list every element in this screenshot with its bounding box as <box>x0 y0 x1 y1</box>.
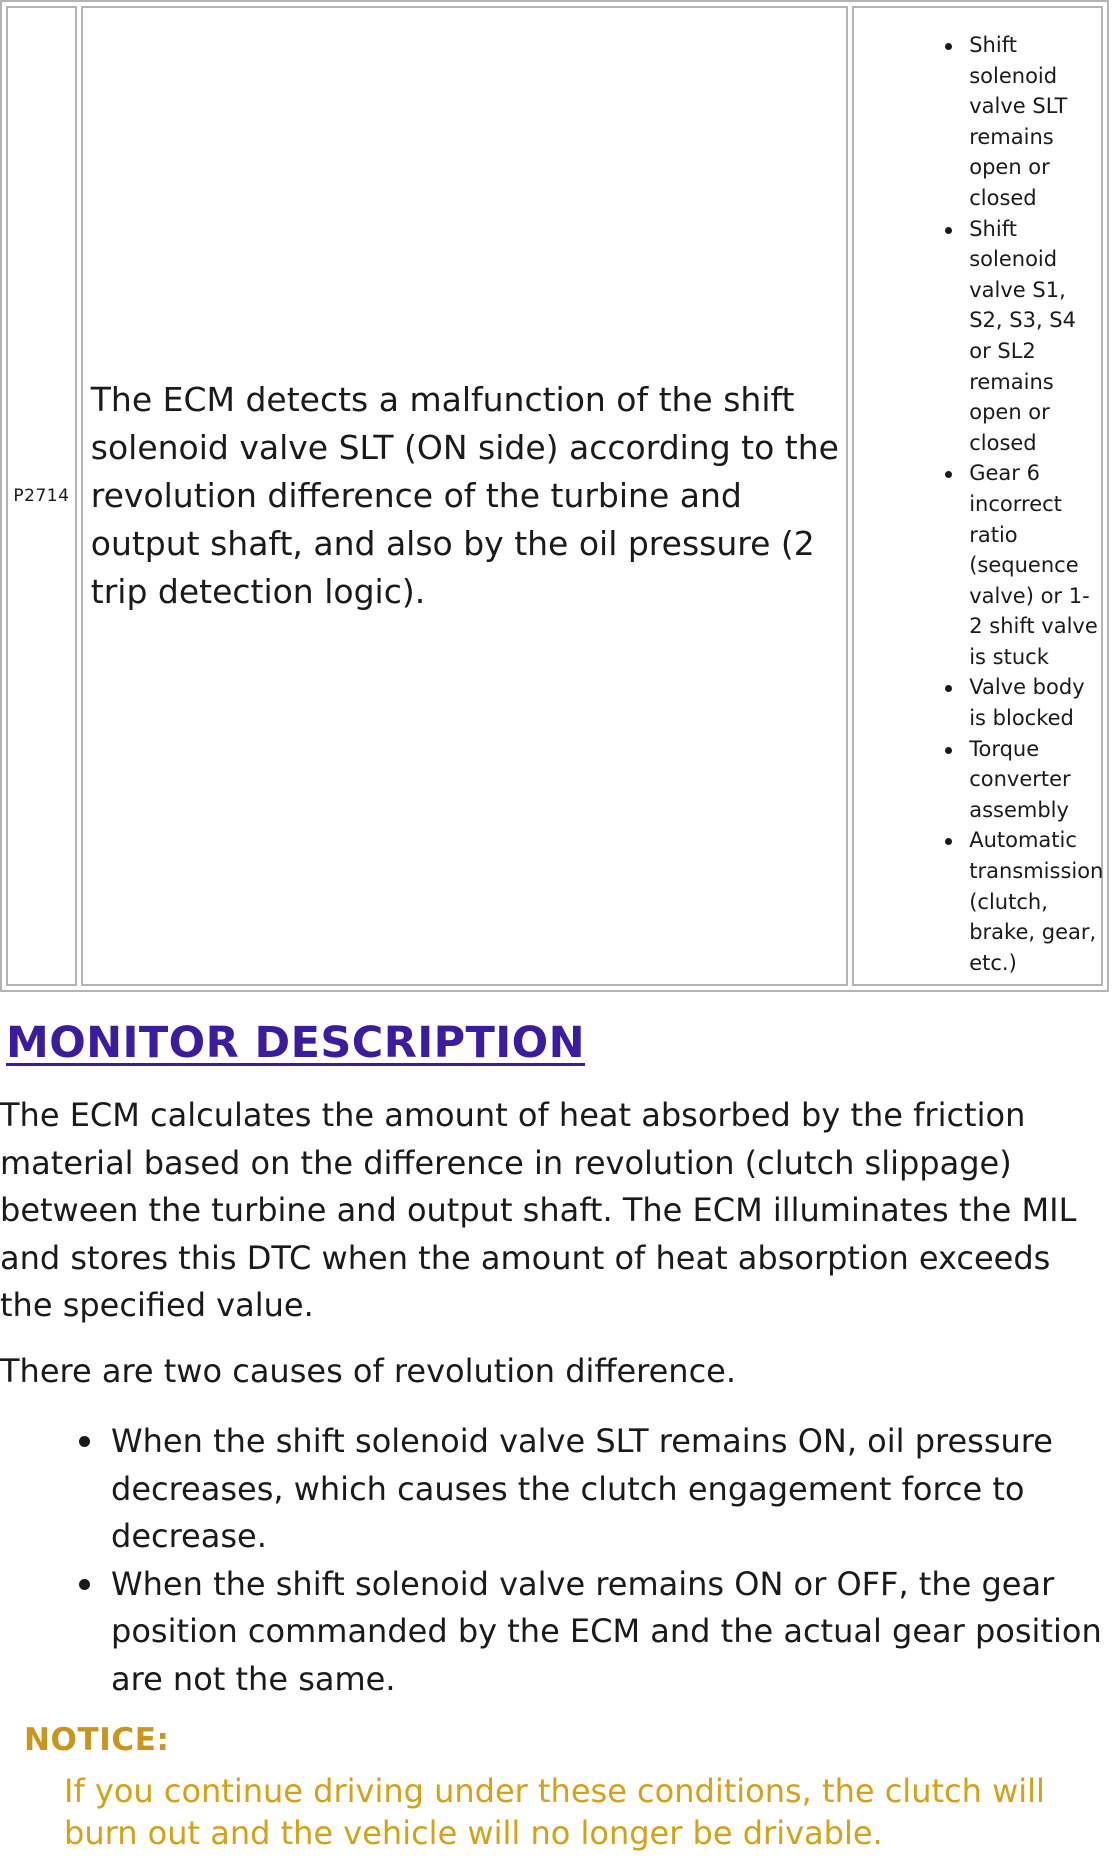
monitor-paragraph: The ECM calculates the amount of heat absorbed by the friction material based on the difference in revolution (clutch slippage) between the turbine and output shaft. The ECM illuminates the MIL and stores this DTC when the amount of heat absorption exceeds the specified value. <box>0 1096 1077 1324</box>
table-row <box>6 6 1103 986</box>
dtc-code: P2714 <box>6 6 77 986</box>
list-item: Automatic transmission (clutch, brake, gear, etc.) <box>966 825 1101 978</box>
list-item: Shift solenoid valve SLT remains open or closed <box>966 30 1101 214</box>
trouble-area-list <box>854 30 1104 978</box>
list-item: Valve body is blocked <box>966 672 1101 733</box>
notice-body: If you continue driving under these conditions, the clutch will burn out and the vehicle will no longer be drivable. <box>64 1772 1045 1852</box>
monitor-description-heading[interactable]: MONITOR DESCRIPTION <box>6 1018 585 1068</box>
causes-intro: There are two causes of revolution difference. <box>0 1352 737 1390</box>
list-item: Shift solenoid valve S1, S2, S3, S4 or SL2 remains open or closed <box>966 214 1101 459</box>
notice-title: NOTICE: <box>24 1722 170 1758</box>
list-item: Torque converter assembly <box>966 734 1101 826</box>
list-item: Gear 6 incorrect ratio (sequence valve) or 1-2 shift valve is stuck <box>966 458 1101 672</box>
list-item: When the shift solenoid valve remains ON or OFF, the gear position commanded by the ECM and the actual gear position are not the same. <box>111 1561 1111 1704</box>
causes-list <box>0 1418 1111 1703</box>
list-item: When the shift solenoid valve SLT remains ON, oil pressure decreases, which causes the clutch engagement force to decrease. <box>111 1418 1111 1561</box>
detection-condition: The ECM detects a malfunction of the shift solenoid valve SLT (ON side) according to the revolution difference of the turbine and output shaft, and also by the oil pressure (2 trip detection logic). <box>81 6 848 986</box>
trouble-areas <box>852 6 1103 986</box>
